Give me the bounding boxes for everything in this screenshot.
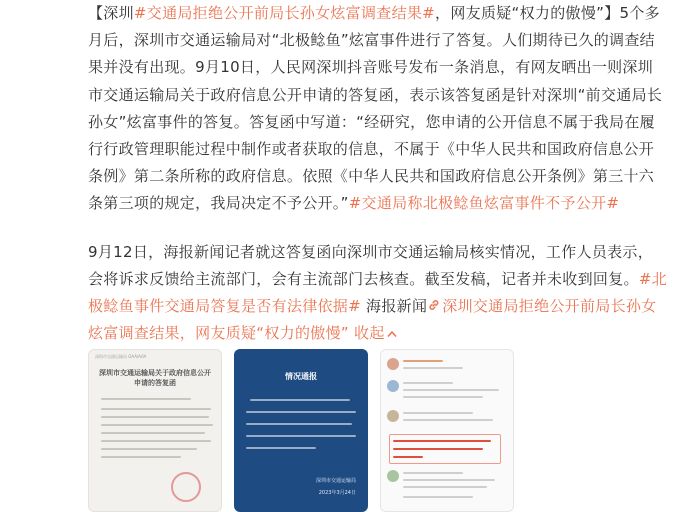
collapse-up-icon xyxy=(387,330,397,338)
image-situation-notice[interactable] xyxy=(234,349,368,512)
notice-text-line xyxy=(246,435,356,437)
doc-text-line xyxy=(101,448,197,450)
link-icon xyxy=(427,298,441,312)
avatar xyxy=(387,470,399,482)
notice-signature: 深圳市交通运输局 xyxy=(315,478,356,484)
highlighted-comment-line xyxy=(393,440,491,442)
doc-text-line xyxy=(101,398,191,400)
comment-user-line xyxy=(403,360,443,362)
notice-text-line xyxy=(246,447,316,449)
doc-text-line xyxy=(101,456,181,458)
notice-title: 情况通报 xyxy=(285,372,317,381)
highlighted-comment-line xyxy=(393,448,483,450)
notice-text-line xyxy=(246,411,356,413)
source-article-link-text: 深圳交通局拒绝公开前局长孙女炫富调查结果，网友质疑“权力的傲慢” xyxy=(88,297,657,343)
comment-text-line xyxy=(403,479,495,481)
title-bracket-open: 【深圳 xyxy=(88,4,134,22)
notice-text-line xyxy=(250,399,350,401)
comment-text-line xyxy=(403,419,493,421)
topic-link-no-disclosure[interactable]: #交通局称北极鲶鱼炫富事件不予公开# xyxy=(348,194,620,213)
image-gallery xyxy=(88,349,528,512)
highlighted-comment-line xyxy=(393,456,423,458)
avatar xyxy=(387,410,399,422)
doc-header-text: 深圳市交通运输局 OAA/A/IA xyxy=(95,354,147,359)
post-paragraph-1 xyxy=(88,0,668,218)
doc-text-line xyxy=(101,432,205,434)
doc-text-line xyxy=(101,424,213,426)
comment-text-line xyxy=(403,412,473,414)
comment-text-line xyxy=(403,496,473,498)
image-reply-letter[interactable] xyxy=(88,349,222,512)
post-text-2: 9月12日，海报新闻记者就这答复函向深圳市交通运输局核实情况，工作人员表示，会将诉求反馈给主流部门，会有主流部门去核查。截至发稿，记者并未收到回复。 xyxy=(88,242,654,288)
collapse-label: 收起 xyxy=(348,324,385,343)
comment-text-line xyxy=(403,367,463,369)
topic-link-legal-basis[interactable]: #北极鲶鱼事件交通局答复是否有法律依据# xyxy=(88,269,667,316)
comment-text-line xyxy=(403,382,453,384)
notice-text-line xyxy=(246,423,352,425)
official-seal-stamp xyxy=(171,472,201,502)
doc-text-line xyxy=(101,416,209,418)
post-paragraph-2 xyxy=(88,239,668,348)
comment-text-line xyxy=(403,389,499,391)
doc-text-line xyxy=(101,440,211,442)
comment-text-line xyxy=(403,396,483,398)
notice-date: 2023年3月24日 xyxy=(318,490,356,496)
doc-text-line xyxy=(101,408,211,410)
post-text-1: 5个多月后，深圳市交通运输局对“北极鲶鱼”炫富事件进行了答复。人们期待已久的调查结果并没有出现。9月10日，人民网深圳抖音账号发布一条消息，有网友晒出一则深圳市交通运输局关于政府信息公开申请的答复函，表示该答复函是针对深圳“前交通局长孙女”炫富事件的答复。答复函中写道：“经研究，您申请的公开信息不属于我局在履行行政管理职能过程中制作或者获取的信息，不属于《中华人民共和国政府信息公开条例》第二条所称的政府信息。依照《中华人民共和国政府信息公开条例》第三十六条第三项的规定，我局决定不予公开。” xyxy=(88,4,663,213)
source-name: 海报新闻 xyxy=(360,297,428,316)
comment-text-line xyxy=(403,486,487,488)
topic-link-title[interactable]: #交通局拒绝公开前局长孙女炫富调查结果# xyxy=(133,4,436,22)
doc-title: 深圳市交通运输局关于政府信息公开申请的答复函 xyxy=(99,369,211,387)
comment-text-line xyxy=(403,472,463,474)
collapse-button[interactable] xyxy=(349,324,397,342)
avatar xyxy=(387,380,399,392)
title-suffix: ，网友质疑“权力的傲慢”】 xyxy=(435,4,620,22)
avatar xyxy=(387,358,399,370)
image-comments-screenshot[interactable] xyxy=(380,349,514,512)
post-body xyxy=(88,0,668,347)
